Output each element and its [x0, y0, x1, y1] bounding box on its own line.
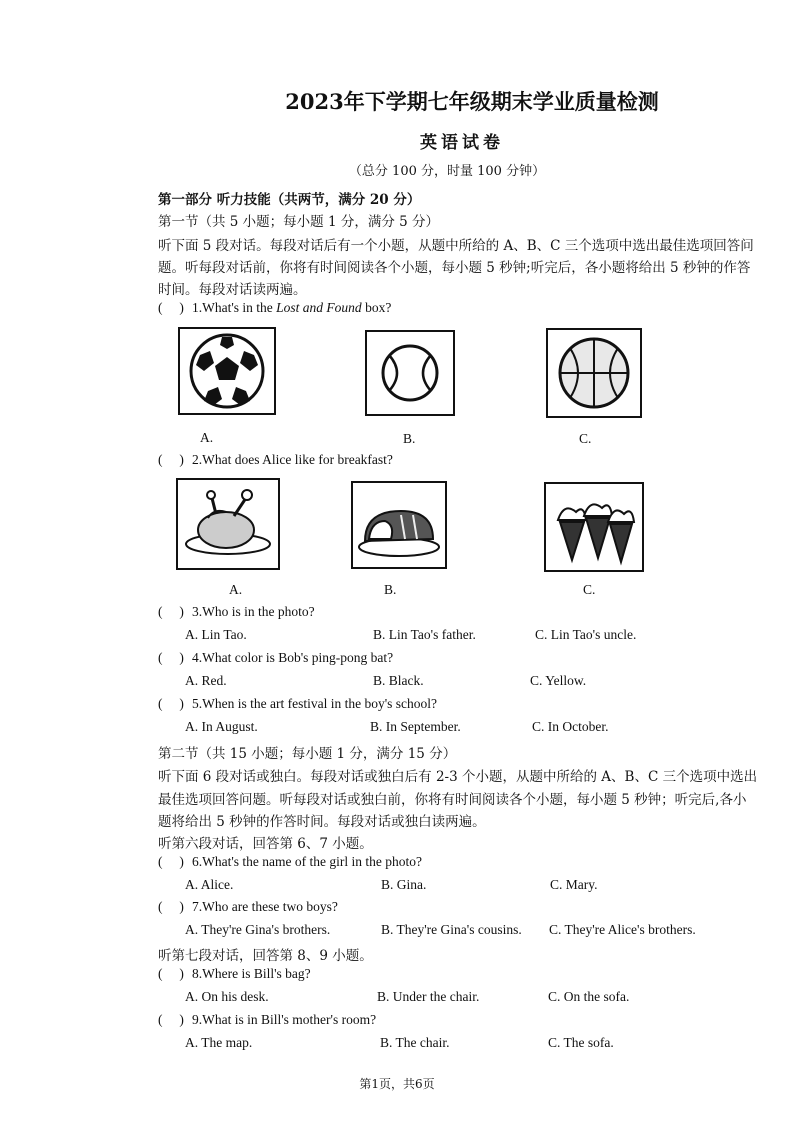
part1-heading: 第一部分 听力技能（共两节，满分 20 分）	[158, 192, 421, 208]
answer-blank[interactable]: ( )	[158, 604, 184, 619]
soccer-ball-icon	[178, 327, 276, 419]
q1-option-b[interactable]: B.	[403, 431, 416, 446]
bread-icon	[351, 481, 447, 573]
exam-title: 2023年下学期七年级期末学业质量检测	[285, 89, 659, 114]
q7-option-b[interactable]: B. They're Gina's cousins.	[381, 922, 522, 937]
q1-option-a[interactable]: A.	[200, 430, 214, 445]
q4-option-c[interactable]: C. Yellow.	[530, 673, 587, 688]
section2-instructions-1: 听下面 6 段对话或独白。每段对话或独白后有 2-3 个小题，从题中所给的 A、B、C 三个选项中选出	[158, 769, 758, 785]
question-1: ( ) 1.What's in the Lost and Found box?	[158, 300, 392, 315]
section1-instructions-1: 听下面 5 段对话。每段对话后有一个小题，从题中所给的 A、B、C 三个选项中选出最佳选项回答问	[158, 238, 754, 254]
basketball-icon	[546, 328, 642, 422]
answer-blank[interactable]: ( )	[158, 966, 184, 981]
section1-instructions-3: 时间。每段对话读两遍。	[158, 282, 307, 298]
q9-option-b[interactable]: B. The chair.	[380, 1035, 450, 1050]
q7-option-a[interactable]: A. They're Gina's brothers.	[185, 922, 331, 937]
q3-option-a[interactable]: A. Lin Tao.	[185, 627, 247, 642]
q9-option-a[interactable]: A. The map.	[185, 1035, 253, 1050]
dialogue-6-heading: 听第六段对话，回答第 6、7 小题。	[158, 836, 373, 852]
answer-blank[interactable]: ( )	[158, 300, 184, 315]
question-5: ( ) 5.When is the art festival in the boy's school?	[158, 696, 437, 711]
q7-option-c[interactable]: C. They're Alice's brothers.	[549, 922, 696, 937]
q6-option-a[interactable]: A. Alice.	[185, 877, 234, 892]
q2-option-b[interactable]: B.	[384, 582, 397, 597]
q6-option-c[interactable]: C. Mary.	[550, 877, 598, 892]
q8-option-a[interactable]: A. On his desk.	[185, 989, 269, 1004]
q5-option-a[interactable]: A. In August.	[185, 719, 258, 734]
section2-instructions-3: 题将给出 5 秒钟的作答时间。每段对话或独白读两遍。	[158, 814, 486, 830]
answer-blank[interactable]: ( )	[158, 1012, 184, 1027]
question-6: ( ) 6.What's the name of the girl in the photo?	[158, 854, 422, 869]
q4-option-a[interactable]: A. Red.	[185, 673, 227, 688]
answer-blank[interactable]: ( )	[158, 650, 184, 665]
section2-heading: 第二节（共 15 小题；每小题 1 分，满分 15 分）	[158, 746, 457, 762]
page-footer: 第1页，共6页	[359, 1077, 435, 1091]
question-4: ( ) 4.What color is Bob's ping-pong bat?	[158, 650, 394, 665]
q9-option-c[interactable]: C. The sofa.	[548, 1035, 614, 1050]
q3-option-c[interactable]: C. Lin Tao's uncle.	[535, 627, 637, 642]
roast-chicken-icon	[176, 478, 280, 574]
q8-option-b[interactable]: B. Under the chair.	[377, 989, 480, 1004]
section1-heading: 第一节（共 5 小题；每小题 1 分，满分 5 分）	[158, 214, 440, 230]
answer-blank[interactable]: ( )	[158, 696, 184, 711]
question-9: ( ) 9.What is in Bill's mother's room?	[158, 1012, 377, 1027]
q6-option-b[interactable]: B. Gina.	[381, 877, 427, 892]
q1-option-c[interactable]: C.	[579, 431, 592, 446]
score-info: （总分 100 分，时量 100 分钟）	[348, 164, 546, 179]
question-3: ( ) 3.Who is in the photo?	[158, 604, 315, 619]
q5-option-b[interactable]: B. In September.	[370, 719, 461, 734]
question-8: ( ) 8.Where is Bill's bag?	[158, 966, 311, 981]
section1-instructions-2: 题。听每段对话前，你将有时间阅读各个小题，每小题 5 秒钟;听完后，各小题将给出 5 秒钟的作答	[158, 260, 751, 276]
section2-instructions-2: 最佳选项回答问题。听每段对话或独白前，你将有时间阅读各个小题，每小题 5 秒钟；听完后,各小	[158, 792, 747, 808]
answer-blank[interactable]: ( )	[158, 899, 184, 914]
q2-option-c[interactable]: C.	[583, 582, 596, 597]
exam-subtitle: 英语试卷	[420, 133, 504, 153]
answer-blank[interactable]: ( )	[158, 452, 184, 467]
question-2: ( ) 2.What does Alice like for breakfast?	[158, 452, 393, 467]
answer-blank[interactable]: ( )	[158, 854, 184, 869]
q3-option-b[interactable]: B. Lin Tao's father.	[373, 627, 476, 642]
q4-option-b[interactable]: B. Black.	[373, 673, 424, 688]
question-7: ( ) 7.Who are these two boys?	[158, 899, 338, 914]
dialogue-7-heading: 听第七段对话，回答第 8、9 小题。	[158, 948, 373, 964]
q8-option-c[interactable]: C. On the sofa.	[548, 989, 630, 1004]
ice-cream-cones-icon	[544, 482, 644, 576]
q5-option-c[interactable]: C. In October.	[532, 719, 609, 734]
q2-option-a[interactable]: A.	[229, 582, 243, 597]
tennis-ball-icon	[365, 330, 455, 420]
